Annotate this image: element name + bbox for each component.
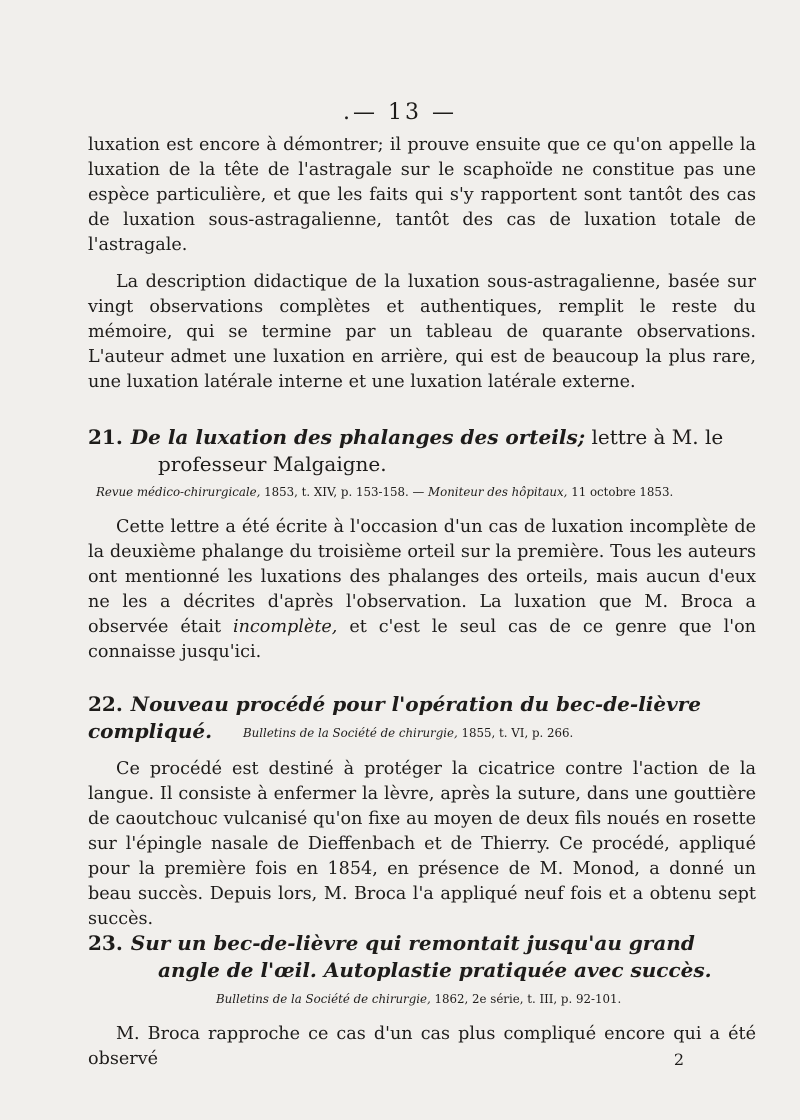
entry-22-detail-1: 1855, t. VI, p. 266. <box>461 726 574 740</box>
entry-23-heading <box>88 930 756 984</box>
entry-21-body-part-1: Cette lettre a été écrite à l'occasion d'un cas de luxation incomplète de la deuxième phalange du troisième orteil sur la première. Tous les auteurs ont mentionné les luxations des phalanges des orteils, mais aucun d'eux ne les a décrites d'après l'observation. La luxation que M. Broca a observée était <box>88 517 756 637</box>
entry-23-reference <box>216 992 621 1006</box>
paragraph-description: La description didactique de la luxation sous-astragalienne, basée sur vingt observations complètes et authentiques, remplit le reste du mémoire, qui se termine par un tableau de quarante observations. L'auteur admet une luxation en arrière, qui est de beaucoup la plus rare, une luxation latérale interne et une luxation latérale externe. <box>88 272 756 392</box>
entry-23-number: 23. <box>88 931 123 955</box>
entry-22-body: Ce procédé est destiné à protéger la cicatrice contre l'action de la langue. Il consiste à enfermer la lèvre, après la suture, dans une gouttière de caoutchouc vulcanisé qu'on fixe au moyen de deux fils noués en rosette sur l'épingle nasale de Dieffenbach et de Thierry. Ce procédé, appliqué pour la première fois en 1854, en présence de M. Monod, a donné un beau succès. Depuis lors, M. Broca l'a appliqué neuf fois et a obtenu sept succès. <box>88 759 756 929</box>
entry-21-body-part-2: et c'est le seul cas de ce genre que l'on connaisse jusqu'ici. <box>88 617 757 662</box>
entry-21-reference <box>96 485 673 499</box>
entry-21-title: De la luxation des phalanges des orteils; <box>130 425 586 449</box>
entry-23-journal-1: Bulletins de la Société de chirurgie, <box>216 992 431 1006</box>
entry-22-number: 22. <box>88 692 123 716</box>
paragraph-continuation: luxation est encore à démontrer; il prouve ensuite que ce qu'on appelle la luxation de la tête de l'astragale sur le scaphoïde ne constitue pas une espèce particulière, et que les faits qui s'y rapportent sont tantôt des cas de luxation sous-astragalienne, tantôt des cas de luxation totale de l'astragale. <box>88 135 756 255</box>
entry-23-title: Sur un bec-de-lièvre qui remontait jusqu'au grand angle de l'œil. Autoplastie pratiquée avec succès. <box>130 931 712 982</box>
entry-23-detail-1: 1862, 2e série, t. III, p. 92-101. <box>434 992 622 1006</box>
entry-22-title: Nouveau procédé pour l'opération du bec-de-lièvre compliqué. <box>88 692 702 743</box>
entry-22-reference <box>243 726 573 740</box>
entry-21-title-rest: lettre à M. le professeur Malgaigne. <box>158 425 724 476</box>
signature-mark: 2 <box>673 1050 684 1069</box>
entry-23-body: M. Broca rapproche ce cas d'un cas plus compliqué encore qui a été observé <box>88 1024 756 1069</box>
entry-21-journal-1: Revue médico-chirurgicale, <box>96 485 261 499</box>
entry-21-detail-1: 1853, t. XIV, p. 153-158. — <box>264 485 425 499</box>
entry-21-number: 21. <box>88 425 123 449</box>
entry-22-journal-1: Bulletins de la Société de chirurgie, <box>243 726 458 740</box>
page-number: .— 13 — <box>343 100 457 125</box>
entry-21-journal-2: Moniteur des hôpitaux, <box>428 485 568 499</box>
entry-21-heading <box>88 424 756 478</box>
entry-21-detail-2: 11 octobre 1853. <box>571 485 674 499</box>
entry-21-body <box>88 515 756 665</box>
entry-21-body-emphasis: incomplète, <box>232 617 338 637</box>
